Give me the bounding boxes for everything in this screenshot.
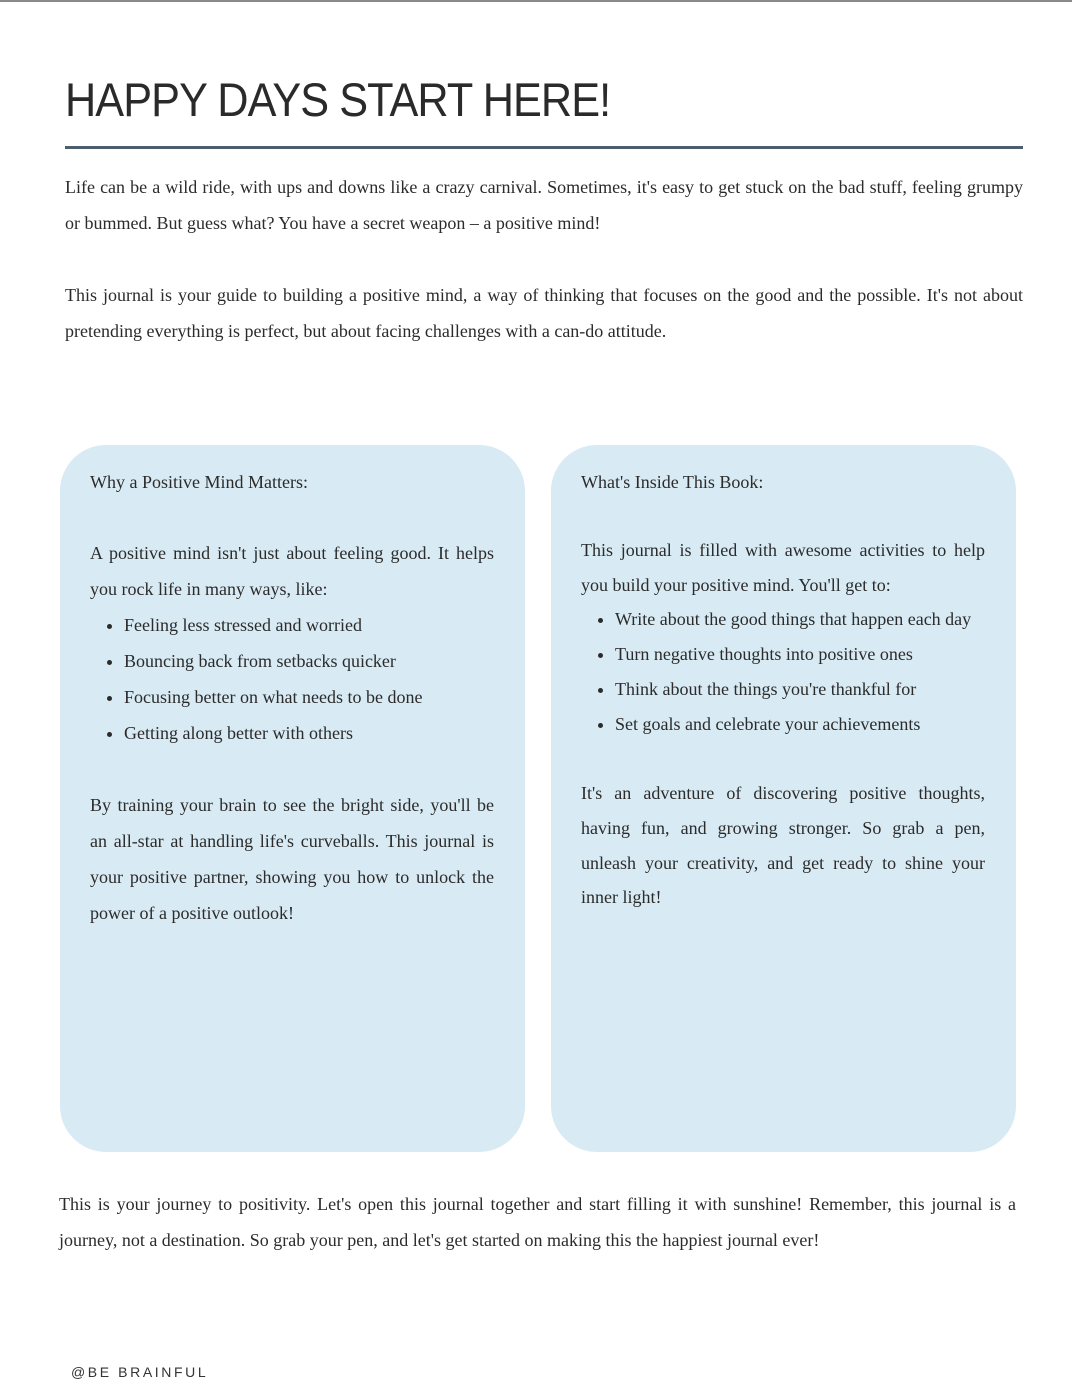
list-item: • Getting along better with others	[124, 715, 494, 751]
page-title: HAPPY DAYS START HERE!	[65, 73, 611, 126]
top-border	[0, 0, 1072, 2]
list-item: • Bouncing back from setbacks quicker	[124, 643, 494, 679]
card-heading: Why a Positive Mind Matters:	[90, 472, 308, 492]
bullet-list	[90, 607, 494, 751]
list-item: • Set goals and celebrate your achievements	[615, 707, 985, 742]
card-closing: It's an adventure of discovering positive thoughts, having fun, and growing stronger. So grab a pen, unleash your creativity, and get ready to shine your inner light!	[581, 783, 985, 908]
bullet-list	[581, 602, 985, 741]
list-item: • Write about the good things that happen each day	[615, 602, 985, 637]
title-divider	[65, 146, 1023, 149]
card-closing: By training your brain to see the bright side, you'll be an all-star at handling life's curveballs. This journal is your positive partner, showing you how to unlock the power of a positive outlook!	[90, 795, 494, 923]
footer-brand: @BE BRAINFUL	[71, 1364, 209, 1380]
list-item: • Focusing better on what needs to be done	[124, 679, 494, 715]
card-why-positive-mind	[60, 445, 525, 1152]
intro-paragraph-1: Life can be a wild ride, with ups and downs like a crazy carnival. Sometimes, it's easy to get stuck on the bad stuff, feeling grumpy or bummed. But guess what? You have a secret weapon – a positive mind!	[65, 177, 1023, 233]
card-whats-inside	[551, 445, 1016, 1152]
card-lead: A positive mind isn't just about feeling good. It helps you rock life in many ways, like:	[90, 543, 494, 599]
card-lead: This journal is filled with awesome activities to help you build your positive mind. You'll get to:	[581, 540, 985, 595]
closing-paragraph: This is your journey to positivity. Let's open this journal together and start filling it with sunshine! Remember, this journal is a journey, not a destination. So grab your pen, and let's get started on making this the happiest journal ever!	[59, 1194, 1016, 1250]
list-item: • Feeling less stressed and worried	[124, 607, 494, 643]
intro-paragraph-2: This journal is your guide to building a positive mind, a way of thinking that focuses on the good and the possible. It's not about pretending everything is perfect, but about facing challenges with a can-do attitude.	[65, 285, 1023, 341]
card-heading: What's Inside This Book:	[581, 472, 764, 492]
list-item: • Turn negative thoughts into positive ones	[615, 637, 985, 672]
list-item: • Think about the things you're thankful for	[615, 672, 985, 707]
